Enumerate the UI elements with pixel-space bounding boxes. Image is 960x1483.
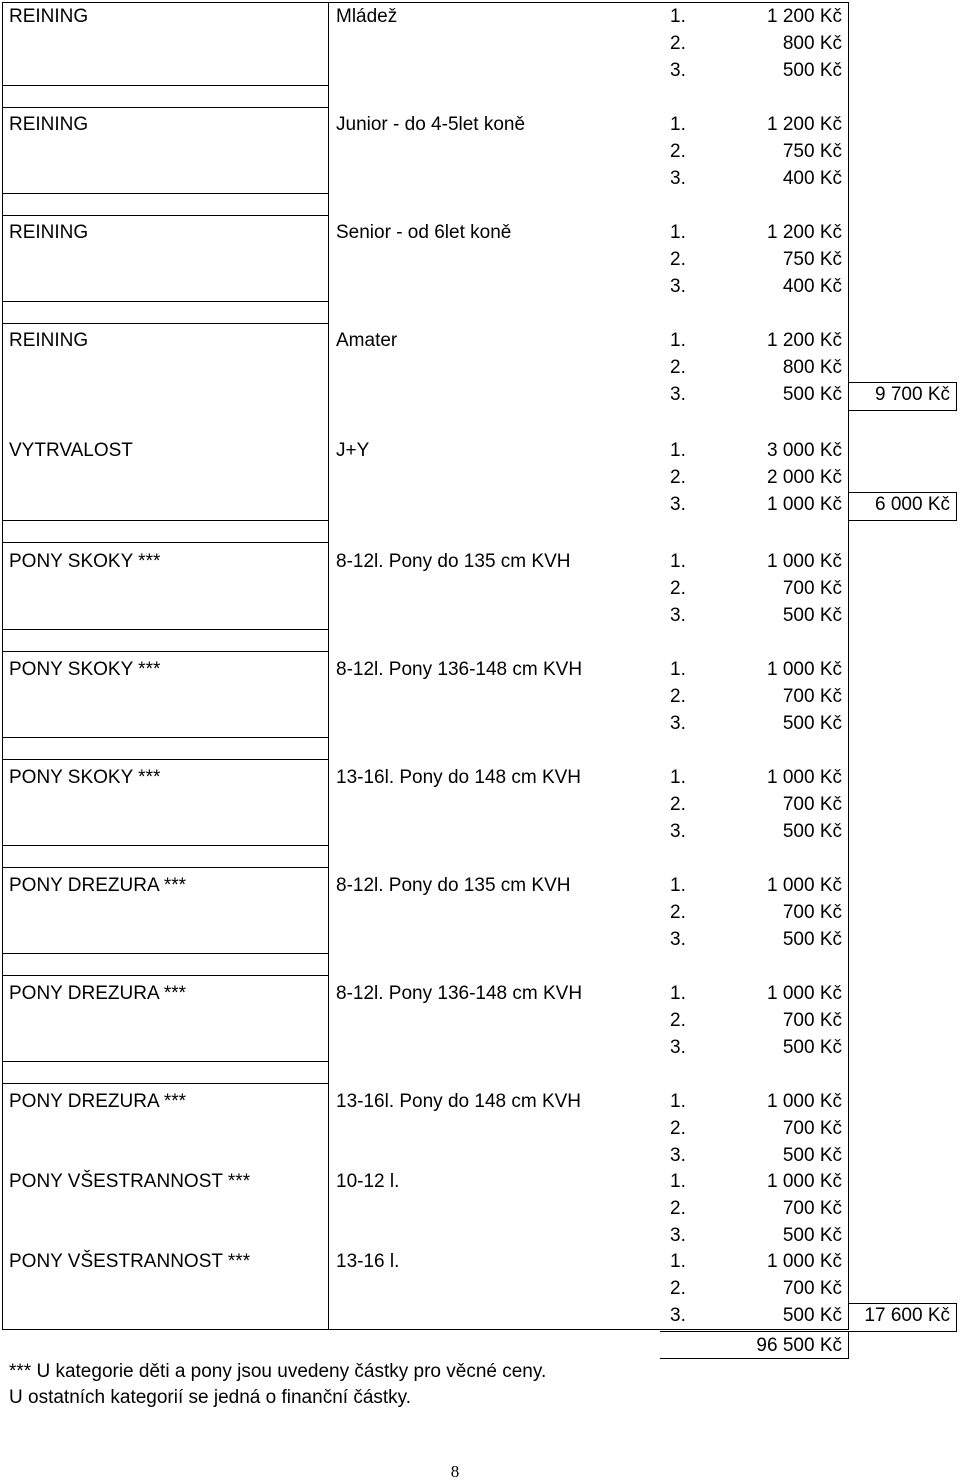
footnote-line-2: U ostatních kategorií se jedná o finanční částky. [9, 1387, 412, 1408]
prize-amount: 700 Kč [782, 1278, 842, 1299]
prize-amount: 1 000 Kč [767, 983, 842, 1004]
section-separator [2, 520, 329, 521]
prize-amount: 1 000 Kč [767, 875, 842, 896]
place-rank: 1. [670, 767, 686, 788]
prize-amount: 1 000 Kč [767, 1171, 842, 1192]
subtotal-box-bottom [848, 520, 956, 521]
section-separator [2, 953, 329, 954]
prize-amount: 1 000 Kč [767, 767, 842, 788]
place-rank: 2. [670, 1198, 686, 1219]
category-label: REINING [9, 114, 89, 135]
subcategory-label: 13-16l. Pony do 148 cm KVH [336, 767, 582, 788]
prize-amount: 1 200 Kč [767, 222, 842, 243]
section-separator [2, 867, 329, 868]
category-label: PONY DREZURA *** [9, 983, 187, 1004]
prize-amount: 400 Kč [782, 168, 842, 189]
prize-amount: 500 Kč [782, 60, 842, 81]
prize-amount: 700 Kč [782, 794, 842, 815]
section-separator [2, 85, 329, 86]
subcategory-label: 10-12 l. [336, 1171, 400, 1192]
place-rank: 1. [670, 330, 686, 351]
prize-amount: 700 Kč [782, 1118, 842, 1139]
prize-amount: 700 Kč [782, 1010, 842, 1031]
grand-total: 96 500 Kč [756, 1335, 842, 1356]
place-rank: 2. [670, 1278, 686, 1299]
section-separator [2, 542, 329, 543]
place-rank: 3. [670, 494, 686, 515]
category-label: VYTRVALOST [9, 440, 133, 461]
subtotal-box-bottom [848, 410, 956, 411]
section-separator [2, 1083, 329, 1084]
category-label: PONY VŠESTRANNOST *** [9, 1251, 251, 1272]
table-border-top [2, 2, 849, 3]
prize-amount: 1 000 Kč [767, 659, 842, 680]
subcategory-label: Junior - do 4-5let koně [336, 114, 526, 135]
place-rank: 1. [670, 1091, 686, 1112]
subtotal-box-right [956, 1303, 957, 1332]
place-rank: 2. [670, 467, 686, 488]
place-rank: 1. [670, 440, 686, 461]
subcategory-label: J+Y [336, 440, 370, 461]
prize-amount: 500 Kč [782, 713, 842, 734]
place-rank: 3. [670, 605, 686, 626]
subtotal-box-right [956, 382, 957, 411]
subcategory-label: 8-12l. Pony do 135 cm KVH [336, 551, 571, 572]
place-rank: 1. [670, 6, 686, 27]
subcategory-label: 8-12l. Pony 136-148 cm KVH [336, 983, 583, 1004]
category-label: PONY SKOKY *** [9, 659, 161, 680]
category-label: REINING [9, 222, 89, 243]
page-number: 8 [450, 1462, 460, 1481]
section-separator [2, 759, 329, 760]
place-rank: 2. [670, 578, 686, 599]
category-label: REINING [9, 6, 89, 27]
grand-total-box-top [660, 1331, 849, 1332]
prize-amount: 1 200 Kč [767, 330, 842, 351]
place-rank: 1. [670, 659, 686, 680]
prize-amount: 3 000 Kč [767, 440, 842, 461]
subcategory-label: 8-12l. Pony do 135 cm KVH [336, 875, 571, 896]
place-rank: 3. [670, 821, 686, 842]
place-rank: 2. [670, 141, 686, 162]
place-rank: 1. [670, 114, 686, 135]
category-label: PONY SKOKY *** [9, 767, 161, 788]
prize-amount: 700 Kč [782, 686, 842, 707]
prize-amount: 700 Kč [782, 1198, 842, 1219]
category-label: PONY VŠESTRANNOST *** [9, 1171, 251, 1192]
section-separator [2, 975, 329, 976]
subtotal-box-right [956, 492, 957, 521]
place-rank: 2. [670, 686, 686, 707]
prize-amount: 2 000 Kč [767, 467, 842, 488]
place-rank: 1. [670, 875, 686, 896]
place-rank: 3. [670, 276, 686, 297]
section-separator [2, 193, 329, 194]
grand-total-box-right [848, 1331, 849, 1359]
prize-amount: 500 Kč [782, 1037, 842, 1058]
prize-amount: 700 Kč [782, 578, 842, 599]
place-rank: 1. [670, 1171, 686, 1192]
place-rank: 3. [670, 1225, 686, 1246]
category-label: PONY SKOKY *** [9, 551, 161, 572]
prize-amount: 750 Kč [782, 249, 842, 270]
place-rank: 3. [670, 929, 686, 950]
place-rank: 3. [670, 168, 686, 189]
prize-amount: 800 Kč [782, 33, 842, 54]
place-rank: 2. [670, 794, 686, 815]
subcategory-label: 13-16l. Pony do 148 cm KVH [336, 1091, 582, 1112]
table-border-bottom [2, 1329, 849, 1330]
category-label: PONY DREZURA *** [9, 875, 187, 896]
place-rank: 2. [670, 1118, 686, 1139]
category-label: REINING [9, 330, 89, 351]
section-separator [2, 737, 329, 738]
prize-amount: 500 Kč [782, 929, 842, 950]
place-rank: 2. [670, 33, 686, 54]
table-border-right [848, 2, 849, 1330]
prize-amount: 1 200 Kč [767, 6, 842, 27]
place-rank: 2. [670, 249, 686, 270]
prize-amount: 500 Kč [782, 1305, 842, 1326]
section-separator [2, 323, 329, 324]
footnote [9, 1359, 546, 1411]
subcategory-label: 13-16 l. [336, 1251, 400, 1272]
subtotal-amount: 9 700 Kč [875, 384, 950, 405]
subcategory-label: Senior - od 6let koně [336, 222, 512, 243]
subcategory-label: 8-12l. Pony 136-148 cm KVH [336, 659, 583, 680]
place-rank: 3. [670, 1145, 686, 1166]
subcategory-label: Amater [336, 330, 398, 351]
place-rank: 2. [670, 902, 686, 923]
prize-amount: 750 Kč [782, 141, 842, 162]
prize-amount: 1 000 Kč [767, 494, 842, 515]
prize-amount: 500 Kč [782, 605, 842, 626]
prize-amount: 500 Kč [782, 384, 842, 405]
prize-amount: 700 Kč [782, 902, 842, 923]
footnote-line-1: *** U kategorie děti a pony jsou uvedeny částky pro věcné ceny. [9, 1361, 547, 1382]
place-rank: 1. [670, 222, 686, 243]
place-rank: 3. [670, 1305, 686, 1326]
section-separator [2, 301, 329, 302]
section-separator [2, 629, 329, 630]
place-rank: 2. [670, 357, 686, 378]
section-separator [2, 215, 329, 216]
prize-amount: 1 000 Kč [767, 1091, 842, 1112]
category-label: PONY DREZURA *** [9, 1091, 187, 1112]
place-rank: 1. [670, 983, 686, 1004]
subcategory-border [328, 2, 329, 1330]
place-rank: 3. [670, 384, 686, 405]
subtotal-amount: 17 600 Kč [864, 1305, 950, 1326]
prize-amount: 500 Kč [782, 1145, 842, 1166]
place-rank: 3. [670, 60, 686, 81]
place-rank: 1. [670, 551, 686, 572]
subtotal-box-bottom [848, 1331, 956, 1332]
prize-amount: 500 Kč [782, 1225, 842, 1246]
prize-amount: 500 Kč [782, 821, 842, 842]
subtotal-box-top [848, 382, 956, 383]
section-separator [2, 107, 329, 108]
table-border-left [2, 2, 3, 1330]
place-rank: 1. [670, 1251, 686, 1272]
place-rank: 3. [670, 713, 686, 734]
prize-amount: 1 200 Kč [767, 114, 842, 135]
prize-amount: 800 Kč [782, 357, 842, 378]
subtotal-amount: 6 000 Kč [875, 494, 950, 515]
subcategory-label: Mládež [336, 6, 398, 27]
prize-amount: 1 000 Kč [767, 551, 842, 572]
subtotal-box-top [848, 492, 956, 493]
prize-amount: 1 000 Kč [767, 1251, 842, 1272]
section-separator [2, 845, 329, 846]
section-separator [2, 1061, 329, 1062]
prize-amount: 400 Kč [782, 276, 842, 297]
subtotal-box-top [848, 1303, 956, 1304]
place-rank: 3. [670, 1037, 686, 1058]
section-separator [2, 651, 329, 652]
place-rank: 2. [670, 1010, 686, 1031]
